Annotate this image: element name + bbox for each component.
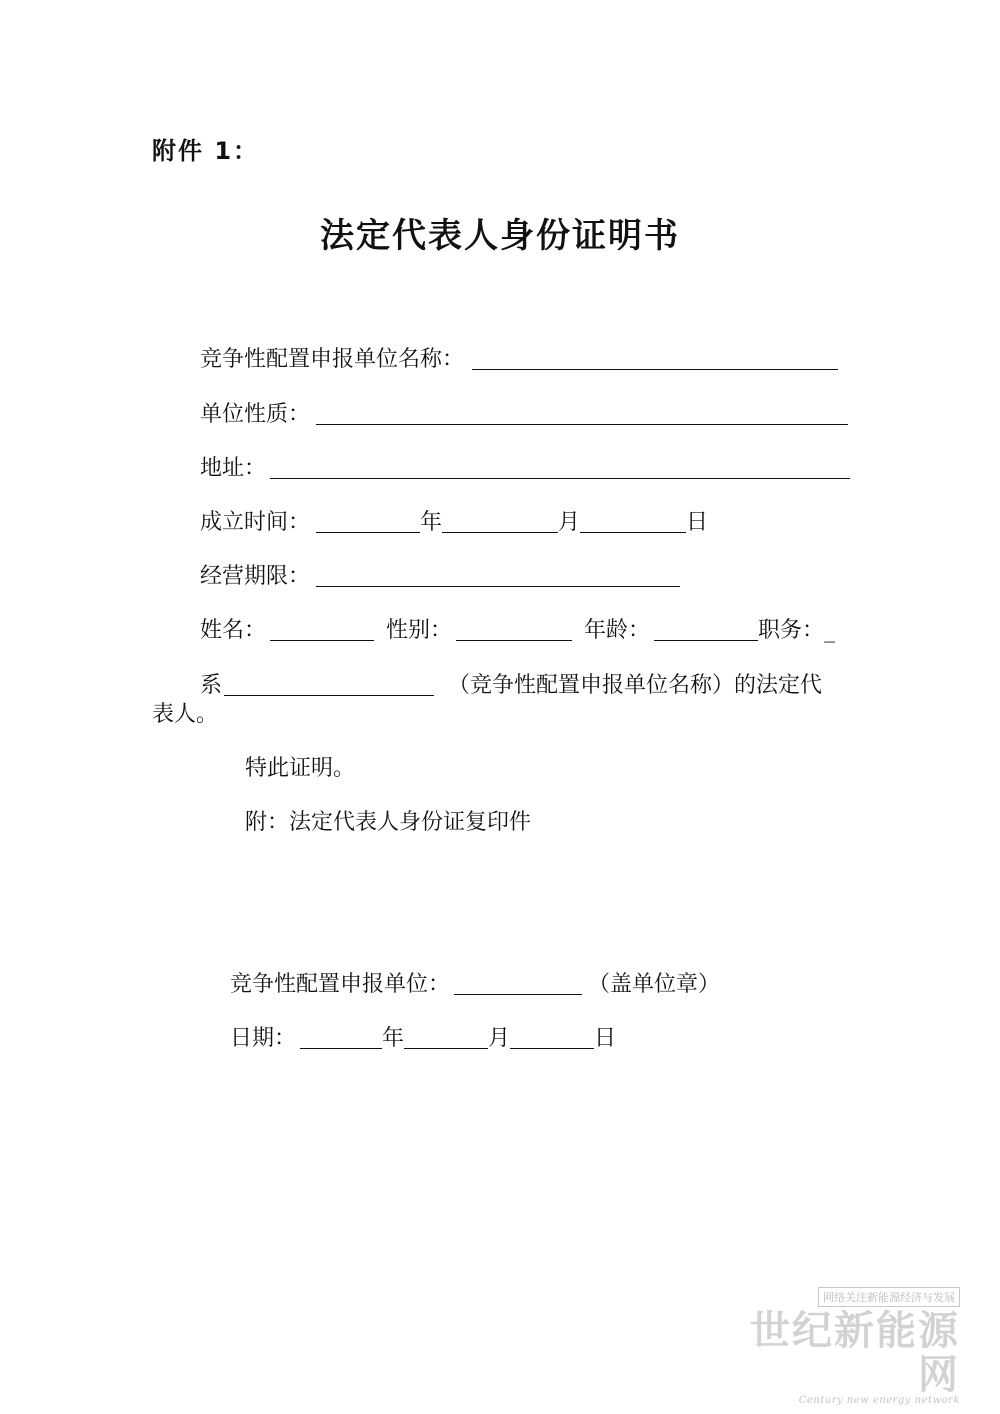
unit-nature-blank[interactable] — [316, 400, 848, 425]
established-year-blank[interactable] — [316, 508, 420, 533]
statement-prefix: 系 — [200, 673, 223, 698]
age-label: 年龄： — [584, 618, 651, 643]
position-label: 职务： — [758, 618, 825, 643]
established-day-unit: 日 — [686, 510, 709, 535]
established-label: 成立时间： — [200, 510, 311, 535]
term-blank[interactable] — [316, 562, 680, 587]
signature-unit-blank[interactable] — [454, 970, 582, 995]
statement-middle: （竞争性配置申报单位名称）的法定代 — [448, 673, 823, 698]
signature-month-blank[interactable] — [404, 1024, 488, 1049]
established-row — [200, 505, 708, 537]
name-label: 姓名： — [200, 618, 267, 643]
statement-unit-blank[interactable] — [224, 671, 434, 696]
name-blank[interactable] — [270, 616, 374, 641]
statement-line2: 表人。 — [152, 702, 219, 727]
unit-name-label: 竞争性配置申报单位名称： — [200, 347, 465, 372]
unit-name-row — [200, 342, 838, 374]
signature-month-unit: 月 — [488, 1026, 511, 1051]
signature-day-blank[interactable] — [510, 1024, 594, 1049]
unit-name-blank[interactable] — [472, 345, 838, 370]
established-day-blank[interactable] — [580, 508, 686, 533]
established-month-unit: 月 — [558, 510, 581, 535]
statement-row — [200, 668, 822, 700]
signature-year-blank[interactable] — [300, 1024, 382, 1049]
term-row — [200, 559, 680, 591]
signature-unit-label: 竞争性配置申报单位： — [230, 972, 451, 997]
certify-text: 特此证明。 — [245, 756, 356, 781]
signature-date-row — [230, 1021, 616, 1053]
document-title: 法定代表人身份证明书 — [320, 216, 680, 256]
person-row — [200, 613, 835, 645]
term-label: 经营期限： — [200, 564, 311, 589]
address-label: 地址： — [200, 456, 267, 481]
watermark-tag: 网络关注新能源经济与发展 — [818, 1287, 960, 1307]
watermark — [720, 1286, 960, 1406]
address-row — [200, 451, 850, 483]
established-year-unit: 年 — [420, 510, 443, 535]
unit-nature-row — [200, 397, 848, 429]
seal-note: （盖单位章） — [588, 972, 721, 997]
established-month-blank[interactable] — [442, 508, 558, 533]
attachment-note: 附：法定代表人身份证复印件 — [245, 810, 532, 835]
gender-blank[interactable] — [456, 616, 572, 641]
signature-year-unit: 年 — [382, 1026, 405, 1051]
signature-date-label: 日期： — [230, 1026, 297, 1051]
address-blank[interactable] — [270, 454, 850, 479]
signature-day-unit: 日 — [594, 1026, 617, 1051]
signature-unit-row — [230, 967, 720, 999]
position-blank[interactable]: _ — [824, 618, 836, 643]
gender-label: 性别： — [386, 618, 453, 643]
age-blank[interactable] — [654, 616, 758, 641]
unit-nature-label: 单位性质： — [200, 402, 311, 427]
attachment-label: 附件 1： — [152, 137, 260, 165]
watermark-subtitle: Century new energy network — [798, 1395, 960, 1406]
watermark-logo-text: 世纪新能源网 — [750, 1307, 960, 1398]
